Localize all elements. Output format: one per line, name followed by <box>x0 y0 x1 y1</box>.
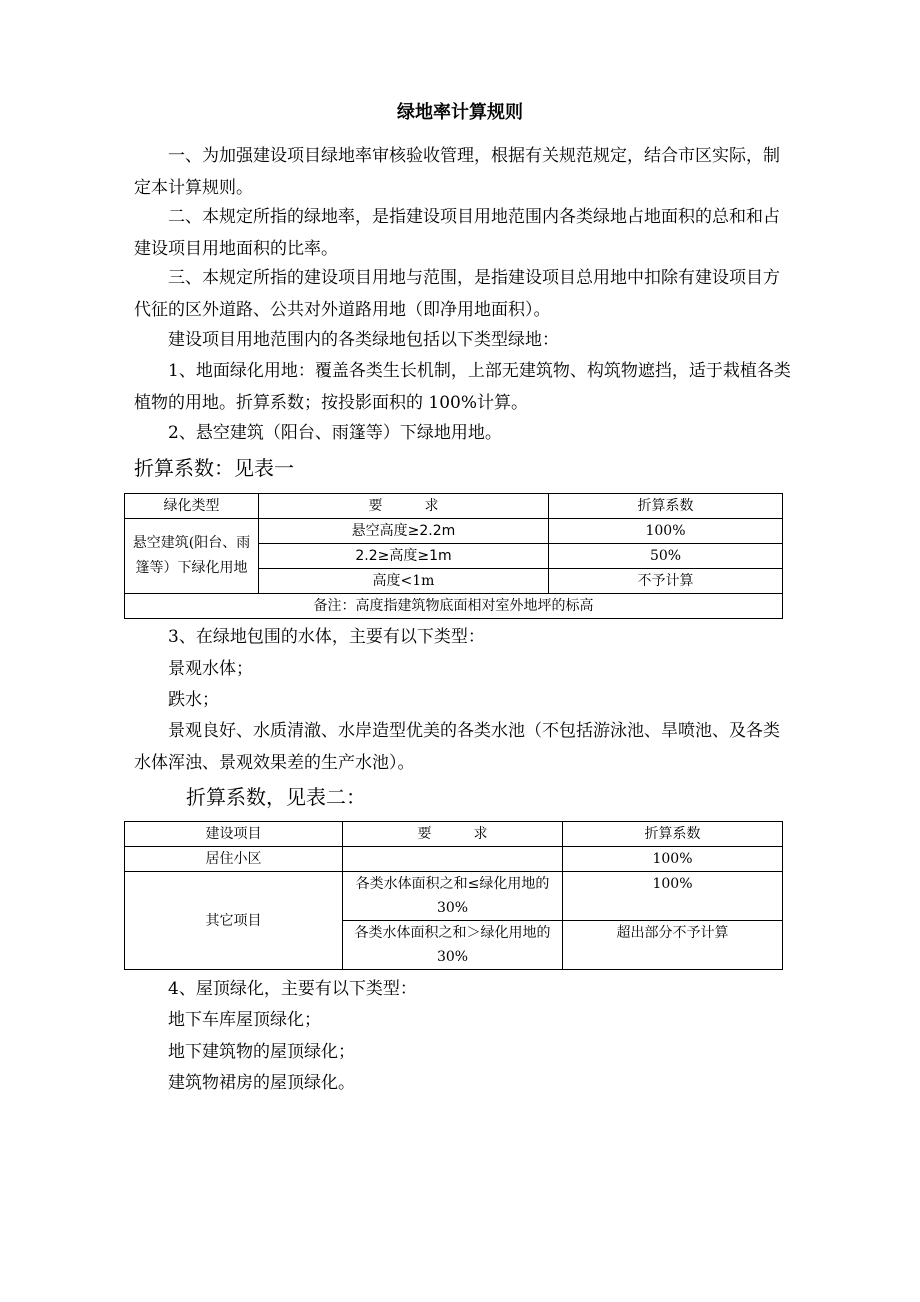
paragraph-5: 1、地面绿化用地：覆盖各类生长机制，上部无建筑物、构筑物遮挡，适于栽植各类植物的用地。折算系数；按投影面积的 100%计算。 <box>134 361 791 413</box>
paragraph-9: 跌水； <box>168 690 219 710</box>
coefficient-cell: 不予计算 <box>549 569 783 594</box>
paragraph-12: 地下车库屋顶绿化； <box>168 1010 321 1030</box>
paragraph-3: 三、本规定所指的建设项目用地与范围，是指建设项目总用地中扣除有建设项目方代征的区外道路、公共对外道路用地（即净用地面积）。 <box>134 268 780 320</box>
coefficient-cell: 100% <box>563 847 783 872</box>
table2-heading: 折算系数，见表二： <box>186 785 366 809</box>
requirement-cell: 2.2≥高度≥1m <box>259 544 549 569</box>
table-row <box>125 594 783 619</box>
paragraph-6: 2、悬空建筑（阳台、雨篷等）下绿地用地。 <box>168 423 502 443</box>
coefficient-cell: 超出部分不予计算 <box>563 921 783 970</box>
table-header-row <box>125 822 783 847</box>
paragraph-14: 建筑物裙房的屋顶绿化。 <box>168 1073 355 1093</box>
requirement-cell: 高度<1m <box>259 569 549 594</box>
requirement-cell: 悬空高度≥2.2m <box>259 519 549 544</box>
table-header-row <box>125 494 783 519</box>
project-cell: 居住小区 <box>125 847 343 872</box>
table-row <box>125 847 783 872</box>
header-cell: 要 求 <box>259 494 549 519</box>
coefficient-cell: 100% <box>563 872 783 921</box>
paragraph-11: 4、屋顶绿化，主要有以下类型： <box>168 979 417 999</box>
table-1 <box>124 493 783 619</box>
type-cell: 悬空建筑(阳台、雨篷等）下绿化用地 <box>125 519 259 594</box>
paragraph-2: 二、本规定所指的绿地率，是指建设项目用地范围内各类绿地占地面积的总和和占建设项目用地面积的比率。 <box>134 207 780 259</box>
coefficient-cell: 50% <box>549 544 783 569</box>
requirement-cell <box>343 847 563 872</box>
coefficient-cell: 100% <box>549 519 783 544</box>
paragraph-7: 3、在绿地包围的水体，主要有以下类型： <box>168 627 485 647</box>
project-cell: 其它项目 <box>125 872 343 970</box>
header-cell: 要 求 <box>343 822 563 847</box>
paragraph-8: 景观水体； <box>168 659 253 679</box>
header-cell: 折算系数 <box>549 494 783 519</box>
header-cell: 绿化类型 <box>125 494 259 519</box>
table1-heading: 折算系数：见表一 <box>134 456 294 480</box>
note-cell: 备注：高度指建筑物底面相对室外地坪的标高 <box>125 594 783 619</box>
table-2 <box>124 821 783 970</box>
paragraph-4: 建设项目用地范围内的各类绿地包括以下类型绿地： <box>168 330 559 350</box>
paragraph-10: 景观良好、水质清澈、水岸造型优美的各类水池（不包括游泳池、旱喷池、及各类水体浑浊、景观效果差的生产水池）。 <box>134 721 780 773</box>
header-cell: 建设项目 <box>125 822 343 847</box>
table-row <box>125 872 783 921</box>
requirement-cell: 各类水体面积之和＞绿化用地的 30% <box>343 921 563 970</box>
paragraph-13: 地下建筑物的屋顶绿化； <box>168 1042 355 1062</box>
table-row <box>125 519 783 544</box>
header-cell: 折算系数 <box>563 822 783 847</box>
requirement-cell: 各类水体面积之和≤绿化用地的 30% <box>343 872 563 921</box>
paragraph-1: 一、为加强建设项目绿地率审核验收管理，根据有关规范规定，结合市区实际，制定本计算规则。 <box>134 146 780 198</box>
document-title: 绿地率计算规则 <box>397 102 523 123</box>
